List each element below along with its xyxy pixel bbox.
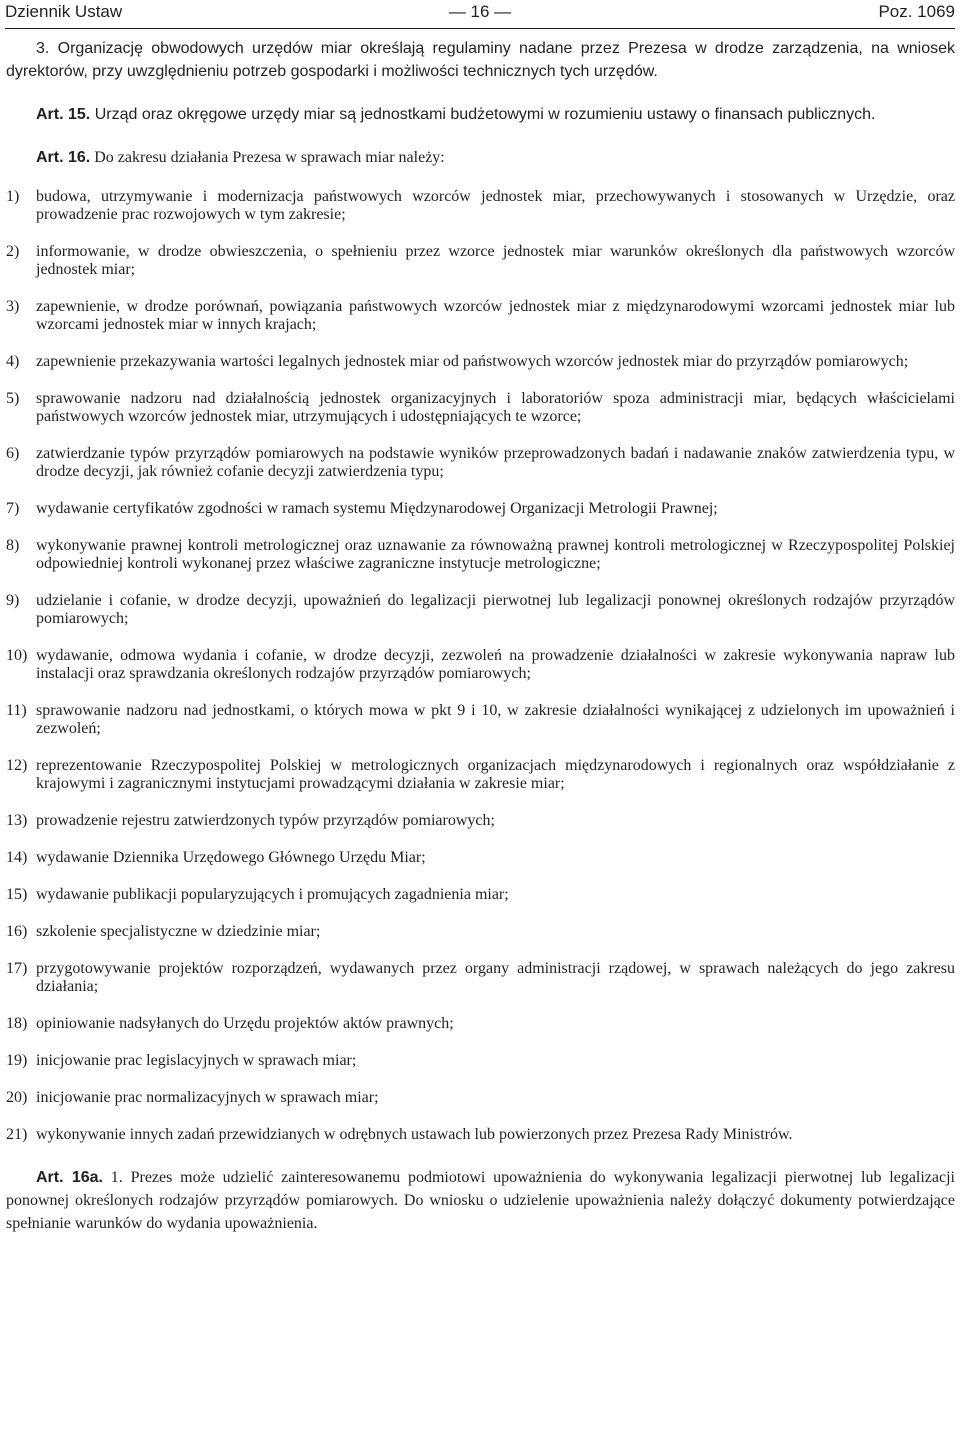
list-item xyxy=(6,390,955,426)
item-number: 8) xyxy=(6,537,20,554)
article-16a xyxy=(6,1166,955,1235)
list-item xyxy=(6,1015,955,1033)
list-item xyxy=(6,188,955,224)
item-text: przygotowywanie projektów rozporządzeń, wydawanych przez organy administracji rządowej, w sprawach należących do jego zakresu działania; xyxy=(36,960,955,995)
article-16a-label: Art. 16a. xyxy=(36,1169,103,1186)
list-item xyxy=(6,886,955,904)
item-text: zapewnienie przekazywania wartości legalnych jednostek miar od państwowych wzorców jednostek miar do przyrządów pomiarowych; xyxy=(36,353,909,370)
item-number: 14) xyxy=(6,849,28,866)
item-text: budowa, utrzymywanie i modernizacja państwowych wzorców jednostek miar, przechowywanych i stosowanych w Urzędzie, oraz prowadzenie prac rozwojowych w tym zakresie; xyxy=(36,188,955,223)
item-text: wydawanie certyfikatów zgodności w ramach systemu Międzynarodowej Organizacji Metrologii Prawnej; xyxy=(36,500,718,517)
article-16-text: Do zakresu działania Prezesa w sprawach miar należy: xyxy=(90,149,445,166)
item-text: szkolenie specjalistyczne w dziedzinie miar; xyxy=(36,923,321,940)
list-item xyxy=(6,537,955,573)
item-number: 7) xyxy=(6,500,20,517)
item-number: 2) xyxy=(6,243,20,260)
list-item xyxy=(6,592,955,628)
list-item xyxy=(6,1126,955,1144)
item-text: sprawowanie nadzoru nad działalnością jednostek organizacyjnych i laboratoriów spoza administracji miar, będących właścicielami państwowych wzorców jednostek miar, utrzymujących i udostępniających te wzorce; xyxy=(36,390,955,425)
item-text: reprezentowanie Rzeczypospolitej Polskiej w metrologicznych organizacjach międzynarodowych i regionalnych oraz współdziałanie z krajowymi i zagranicznymi instytucjami prowadzącymi działania w zakresie miar; xyxy=(36,757,955,792)
item-text: sprawowanie nadzoru nad jednostkami, o których mowa w pkt 9 i 10, w zakresie działalności wynikającej z udzielonych im upoważnień i zezwoleń; xyxy=(36,702,955,737)
item-text: zapewnienie, w drodze porównań, powiązania państwowych wzorców jednostek miar z międzynarodowymi wzorcami jednostek miar lub wzorcami jednostek miar w innych krajach; xyxy=(36,298,955,333)
list-item xyxy=(6,1089,955,1107)
item-number: 21) xyxy=(6,1126,28,1143)
item-number: 6) xyxy=(6,445,20,462)
item-text: wydawanie, odmowa wydania i cofanie, w drodze decyzji, zezwoleń na prowadzenie działalności w zakresie wykonywania napraw lub instalacji oraz sprawdzania określonych rodzajów przyrządów pomiarowych; xyxy=(36,647,955,682)
item-number: 10) xyxy=(6,647,28,664)
list-item xyxy=(6,500,955,518)
page-header xyxy=(5,0,955,29)
item-text: inicjowanie prac normalizacyjnych w sprawach miar; xyxy=(36,1089,379,1106)
item-text: informowanie, w drodze obwieszczenia, o spełnieniu przez wzorce jednostek miar warunków określonych dla państwowych wzorców jednostek miar; xyxy=(36,243,955,278)
item-text: prowadzenie rejestru zatwierdzonych typów przyrządów pomiarowych; xyxy=(36,812,495,829)
article-16a-text: 1. Prezes może udzielić zainteresowanemu podmiotowi upoważnienia do wykonywania legalizacji pierwotnej lub legalizacji ponownej określonych rodzajów przyrządów pomiarowych. Do wniosku o udzielenie upoważnienia należy dołączyć dokumenty potwierdzające spełnianie warunków do wydania upoważnienia. xyxy=(6,1169,956,1232)
item-text: wykonywanie innych zadań przewidzianych w odrębnych ustawach lub powierzonych przez Prezesa Rady Ministrów. xyxy=(36,1126,793,1143)
paragraph-3: 3. Organizację obwodowych urzędów miar określają regulaminy nadane przez Prezesa w drodze zarządzenia, na wniosek dyrektorów, przy uwzględnieniu potrzeb gospodarki i możliwości technicznych tych urzędów. xyxy=(6,40,955,80)
position-number: Poz. 1069 xyxy=(878,2,955,21)
article-16-list xyxy=(6,188,955,1144)
item-number: 4) xyxy=(6,353,20,370)
list-item xyxy=(6,353,955,371)
item-text: wydawanie publikacji popularyzujących i promujących zagadnienia miar; xyxy=(36,886,509,903)
article-16-label: Art. 16. xyxy=(36,149,91,166)
item-text: opiniowanie nadsyłanych do Urzędu projektów aktów prawnych; xyxy=(36,1015,454,1032)
item-text: wykonywanie prawnej kontroli metrologicznej oraz uznawanie za równoważną prawnej kontroli metrologicznej w Rzeczypospolitej Polskiej odpowiedniej kontroli wykonanej przez właściwe zagraniczne instytucje metrologiczne; xyxy=(36,537,955,572)
list-item xyxy=(6,702,955,738)
article-15 xyxy=(6,103,955,126)
list-item xyxy=(6,849,955,867)
item-number: 18) xyxy=(6,1015,28,1032)
list-item xyxy=(6,960,955,996)
item-number: 15) xyxy=(6,886,28,903)
list-item xyxy=(6,647,955,683)
item-number: 1) xyxy=(6,188,20,205)
item-number: 13) xyxy=(6,812,28,829)
article-16 xyxy=(6,146,955,169)
item-number: 17) xyxy=(6,960,28,977)
item-text: udzielanie i cofanie, w drodze decyzji, upoważnień do legalizacji pierwotnej lub legalizacji ponownej określonych rodzajów przyrządów pomiarowych; xyxy=(36,592,955,627)
item-text: wydawanie Dziennika Urzędowego Głównego Urzędu Miar; xyxy=(36,849,426,866)
list-item xyxy=(6,445,955,481)
item-number: 12) xyxy=(6,757,28,774)
list-item xyxy=(6,923,955,941)
item-text: inicjowanie prac legislacyjnych w sprawach miar; xyxy=(36,1052,357,1069)
journal-title: Dziennik Ustaw xyxy=(5,2,123,21)
item-number: 5) xyxy=(6,390,20,407)
article-15-text: Urząd oraz okręgowe urzędy miar są jednostkami budżetowymi w rozumieniu ustawy o finansach publicznych. xyxy=(90,106,876,123)
list-item xyxy=(6,1052,955,1070)
item-number: 9) xyxy=(6,592,20,609)
item-number: 3) xyxy=(6,298,20,315)
item-text: zatwierdzanie typów przyrządów pomiarowych na podstawie wyników przeprowadzonych badań i nadawanie znaków zatwierdzenia typu, w drodze decyzji, jak również cofanie decyzji zatwierdzenia typu; xyxy=(36,445,955,480)
page-number: — 16 — xyxy=(448,2,512,21)
article-15-label: Art. 15. xyxy=(36,106,91,123)
list-item xyxy=(6,757,955,793)
list-item xyxy=(6,298,955,334)
item-number: 20) xyxy=(6,1089,28,1106)
list-item xyxy=(6,243,955,279)
item-number: 11) xyxy=(6,702,27,719)
item-number: 19) xyxy=(6,1052,28,1069)
document-body xyxy=(6,37,955,1235)
item-number: 16) xyxy=(6,923,28,940)
list-item xyxy=(6,812,955,830)
